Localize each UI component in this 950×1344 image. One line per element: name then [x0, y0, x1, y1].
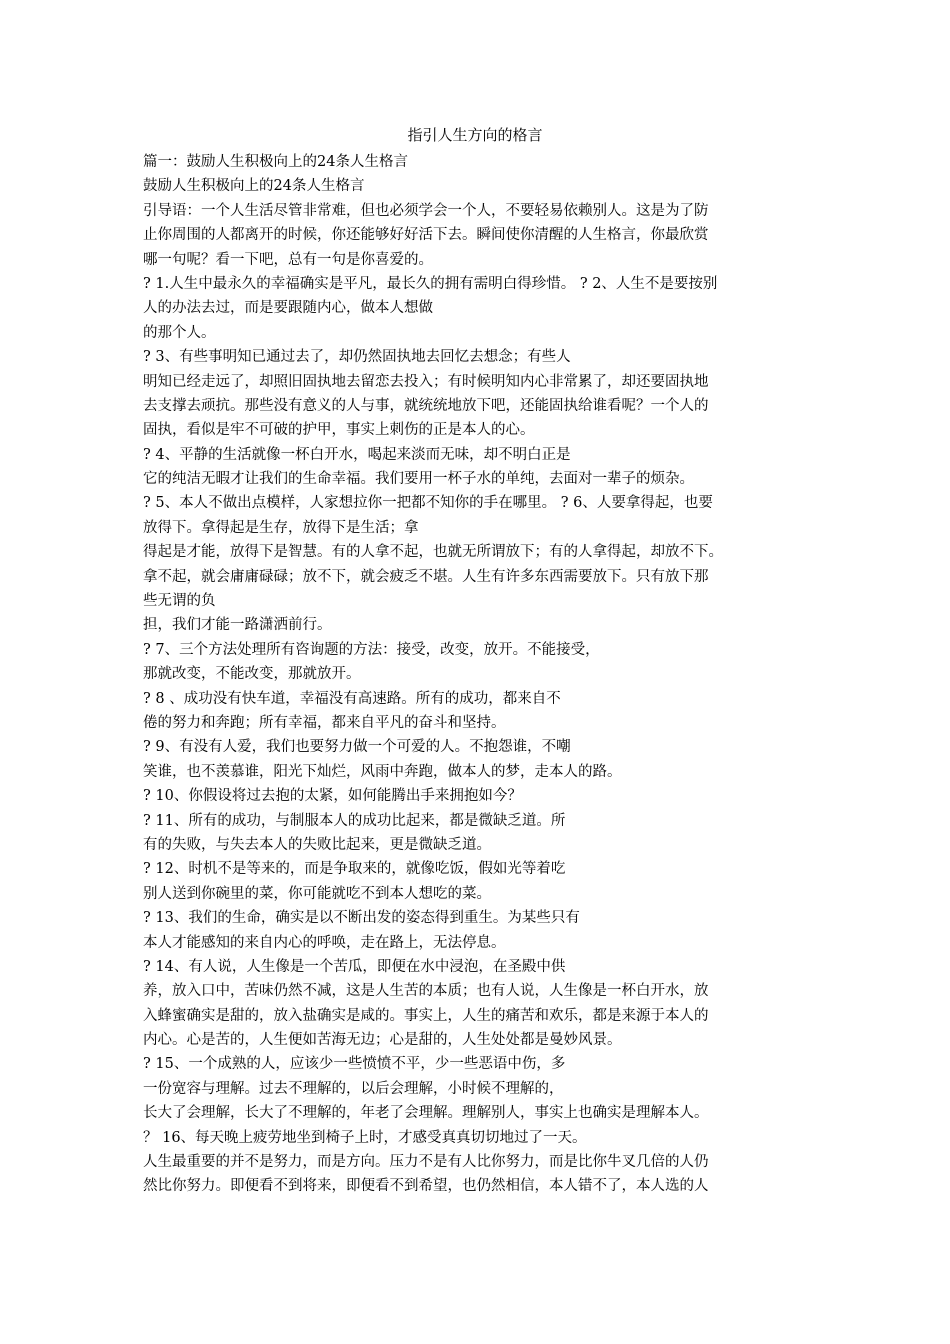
text-line: 笑谁，也不羡慕谁，阳光下灿烂，风雨中奔跑，做本人的梦，走本人的路。 — [143, 763, 622, 780]
text-line: 一份宽容与理解。过去不理解的，以后会理解，小时候不理解的， — [143, 1080, 564, 1097]
text-line: ? 13、我们的生命，确实是以不断出发的姿态得到重生。为某些只有 — [143, 910, 580, 927]
text-line: 固执，看似是牢不可破的护甲，事实上刺伤的正是本人的心。 — [143, 422, 535, 439]
document-title: 指引人生方向的格言 — [407, 126, 543, 144]
text-line: 然比你努力。即便看不到将来，即便看不到希望，也仍然相信，本人错不了，本人选的人 — [143, 1178, 709, 1195]
text-line: 人的办法去过，而是要跟随内心，做本人想做 — [143, 300, 433, 317]
document-body — [143, 150, 813, 1199]
text-line: ? 14、有人说，人生像是一个苦瓜，即便在水中浸泡，在圣殿中供 — [143, 958, 566, 975]
text-line: 去支撑去顽抗。那些没有意义的人与事，就统统地放下吧，还能固执给谁看呢？一个人的 — [143, 397, 709, 414]
text-line: 哪一句呢？看一下吧，总有一句是你喜爱的。 — [143, 251, 433, 268]
text-line: 养，放入口中，苦味仍然不减，这是人生苦的本质；也有人说，人生像是一杯白开水，放 — [143, 983, 709, 1000]
text-line: ? 4、平静的生活就像一杯白开水，喝起来淡而无味，却不明白正是 — [143, 446, 571, 463]
text-line: ? 5、本人不做出点模样，人家想拉你一把都不知你的手在哪里。 ? 6、人要拿得起，也要 — [143, 495, 713, 512]
text-line: 的那个人。 — [143, 324, 216, 341]
text-line: ？ 16、每天晚上疲劳地坐到椅子上时，才感受真真切切地过了一天。 — [143, 1129, 587, 1146]
text-line: 它的纯洁无暇才让我们的生命幸福。我们要用一杯子水的单纯，去面对一辈子的烦杂。 — [143, 471, 694, 488]
text-line: 止你周围的人都离开的时候，你还能够好好活下去。瞬间使你清醒的人生格言，你最欣赏 — [143, 227, 709, 244]
text-line: 倦的努力和奔跑；所有幸福，都来自平凡的奋斗和坚持。 — [143, 714, 506, 731]
text-line: 别人送到你碗里的菜，你可能就吃不到本人想吃的菜。 — [143, 885, 491, 902]
text-line: ? 15、一个成熟的人，应该少一些愤愤不平，少一些恶语中伤，多 — [143, 1056, 566, 1073]
text-line: 放得下。拿得起是生存，放得下是生活；拿 — [143, 519, 419, 536]
text-line: 本人才能感知的来自内心的呼唤，走在路上，无法停息。 — [143, 934, 506, 951]
text-line: 长大了会理解，长大了不理解的，年老了会理解。理解别人，事实上也确实是理解本人。 — [143, 1105, 709, 1122]
text-line: ? 9、有没有人爱，我们也要努力做一个可爱的人。不抱怨谁，不嘲 — [143, 739, 571, 756]
text-line: 拿不起，就会庸庸碌碌；放不下，就会疲乏不堪。人生有许多东西需要放下。只有放下那 — [143, 568, 709, 585]
text-line: ? 3、有些事明知已通过去了，却仍然固执地去回忆去想念；有些人 — [143, 349, 571, 366]
text-line: ? 1.人生中最永久的幸福确实是平凡，最长久的拥有需明白得珍惜。 ? 2、人生不是要按别 — [143, 275, 718, 292]
text-line: ? 11、所有的成功，与制服本人的成功比起来，都是微缺乏道。所 — [143, 812, 566, 829]
text-line: 篇一：鼓励人生积极向上的24条人生格言 — [143, 154, 408, 170]
text-line: 内心。心是苦的，人生便如苦海无边；心是甜的，人生处处都是曼妙风景。 — [143, 1032, 622, 1049]
text-line: ? 8 、成功没有快车道，幸福没有高速路。所有的成功，都来自不 — [143, 690, 561, 707]
text-line: 引导语：一个人生活尽管非常难，但也必须学会一个人，不要轻易依赖别人。这是为了防 — [143, 202, 709, 219]
text-line: ? 7、三个方法处理所有咨询题的方法：接受，改变，放开。不能接受， — [143, 641, 600, 658]
text-line: ? 10、你假设将过去抱的太紧，如何能腾出手来拥抱如今？ — [143, 788, 522, 805]
text-line: 担，我们才能一路潇洒前行。 — [143, 617, 332, 634]
text-line: 鼓励人生积极向上的24条人生格言 — [143, 178, 365, 195]
text-line: 些无谓的负 — [143, 593, 216, 610]
text-line: ? 12、时机不是等来的，而是争取来的，就像吃饭，假如光等着吃 — [143, 861, 566, 878]
text-line: 那就改变，不能改变，那就放开。 — [143, 666, 361, 683]
text-line: 得起是才能，放得下是智慧。有的人拿不起，也就无所谓放下；有的人拿得起，却放不下。 — [143, 544, 723, 561]
text-line: 明知已经走远了，却照旧固执地去留恋去投入；有时候明知内心非常累了，却还要固执地 — [143, 373, 709, 390]
text-line: 人生最重要的并不是努力，而是方向。压力不是有人比你努力，而是比你牛叉几倍的人仍 — [143, 1154, 709, 1171]
text-line: 有的失败，与失去本人的失败比起来，更是微缺乏道。 — [143, 836, 491, 853]
text-line: 入蜂蜜确实是甜的，放入盐确实是咸的。事实上，人生的痛苦和欢乐，都是来源于本人的 — [143, 1007, 709, 1024]
